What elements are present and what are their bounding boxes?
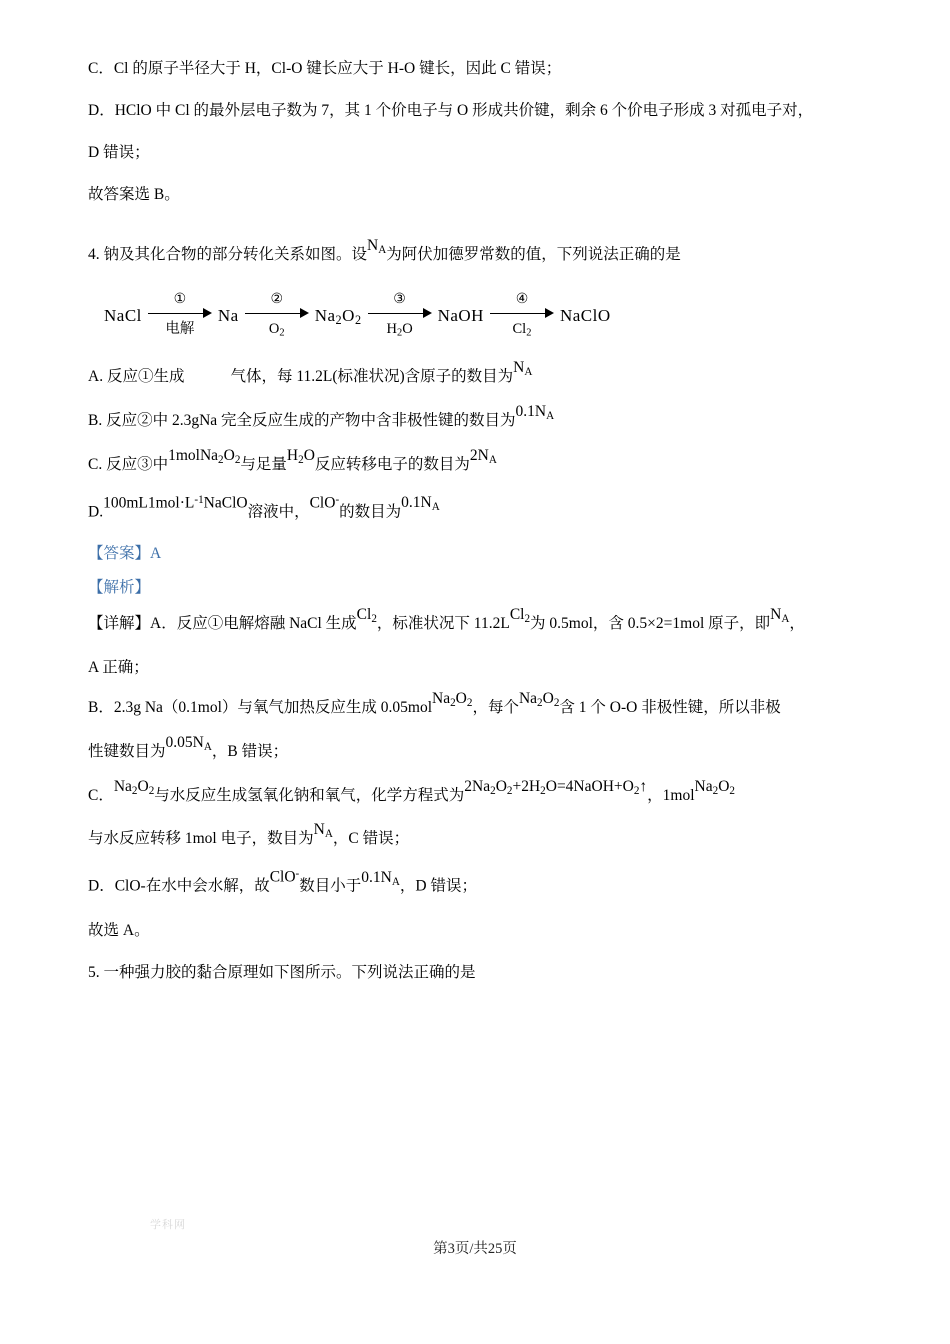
q4-option-b <box>88 404 862 442</box>
q4-detail-a-na: $N_A$ <box>770 606 790 625</box>
q4-detail-b-1: B．2.3g Na（0.1mol）与氧气加热反应生成 0.05mol <box>88 698 433 716</box>
scheme-step-4-number: ④ <box>515 291 529 307</box>
q4-detail-c-5: ，C 错误； <box>332 830 410 848</box>
q4-option-a-value: $N_A$ <box>513 359 533 379</box>
q4-answer: 【答案】A <box>88 545 162 563</box>
q4-detail-c-cont <box>88 822 862 860</box>
scheme-step-3-label: $H_2O$ <box>386 320 413 339</box>
q4-detail-b <box>88 691 862 729</box>
q4-option-c-pre: C. 反应③中 <box>88 455 169 473</box>
q4-detail-c-na: $N_A$ <box>313 821 333 841</box>
q4-detail-d <box>88 866 862 907</box>
q3-option-c: C．Cl 的原子半径大于 H，Cl-O 键长应大于 H-O 键长，因此 C 错误； <box>88 60 562 77</box>
scheme-species-naoh: NaOH <box>437 305 484 325</box>
q4-detail-b-value: $0.05N_A$ <box>165 733 212 753</box>
q4-option-d-formula2: ClO- <box>309 493 340 512</box>
scheme-species-naclo: NaClO <box>559 305 611 325</box>
scheme-species-nacl: NaCl <box>104 305 142 325</box>
q4-option-c <box>88 448 862 486</box>
q4-detail-a <box>88 607 862 645</box>
q4-detail-conclusion: 故选 A。 <box>88 921 150 939</box>
q4-stem-part2: 为阿伏加德罗常数的值，下列说法正确的是 <box>386 246 681 263</box>
q4-detail-d-formula1: ClO- <box>269 868 300 886</box>
scheme-step-2-number: ② <box>270 291 283 307</box>
q4-detail-c-3: ，1mol <box>647 786 695 804</box>
scheme-species-na2o2: $Na_2O_2$ <box>314 305 362 327</box>
q4-detail-a-3: 为 0.5mol，含 0.5×2=1mol 原子，即 <box>530 615 771 633</box>
scheme-step-2 <box>241 292 313 343</box>
q4-detail-c <box>88 779 862 817</box>
scheme-step-4-label: $Cl_2$ <box>512 320 532 339</box>
q4-detail-d-value: $0.1N_A$ <box>361 868 400 888</box>
scheme-step-3 <box>364 292 436 343</box>
q3-option-d-line1: D．HClO 中 Cl 的最外层电子数为 7，其 1 个价电子与 O 形成共价键，剩余 6 个价电子形成 3 对孤电子对， <box>88 102 814 119</box>
q4-detail-d-2: 数目小于 <box>299 877 362 895</box>
q4-option-c-mid2: 反应转移电子的数目为 <box>314 455 470 473</box>
q4-option-b-pre: B. 反应②中 2.3gNa 完全反应生成的产物中含非极性键的数目为 <box>88 412 516 430</box>
arrow-icon <box>364 308 436 320</box>
watermark: 学科网 <box>150 1219 186 1231</box>
q4-option-d-formula1: $100mL1mol\cdot L^{-1}NaClO$ <box>103 493 248 512</box>
scheme-step-1 <box>144 292 216 338</box>
scheme-step-3-number: ③ <box>393 291 406 307</box>
q4-detail-a-2: ，标准状况下 11.2L <box>376 615 510 633</box>
q4-option-c-formula2: $H_2O$ <box>286 446 315 466</box>
q4-detail-c-equation: $2Na_2O_2+2H_2O=4NaOH+O_2↑$ <box>464 777 648 797</box>
q4-detail-a-1: 【详解】A．反应①电解熔融 NaCl 生成 <box>88 615 357 633</box>
q4-stem-na: $N_A$ <box>367 237 387 256</box>
q4-detail-c-2: 与水反应生成氢氧化钠和氧气，化学方程式为 <box>154 786 465 804</box>
q3-conclusion: 故答案选 B。 <box>88 186 180 203</box>
q4-option-d-mid2: 的数目为 <box>339 503 402 521</box>
q4-detail-c-formula1: $Na_2O_2$ <box>113 777 155 797</box>
q5-stem: 5. 一种强力胶的黏合原理如下图所示。下列说法正确的是 <box>88 963 476 981</box>
q4-option-d-mid1: 溶液中， <box>247 503 310 521</box>
q4-detail-b-formula1: $Na_2O_2$ <box>432 689 473 709</box>
q4-detail-b-5: ，B 错误； <box>211 742 289 760</box>
q3-option-d-line2: D 错误； <box>88 144 150 161</box>
q4-detail-a-4: ， <box>789 615 805 633</box>
q4-detail-d-3: ，D 错误； <box>399 877 477 895</box>
q4-detail-c-1: C． <box>88 786 114 804</box>
q4-option-c-mid1: 与足量 <box>240 455 287 473</box>
q4-detail-a-cont: A 正确； <box>88 658 149 676</box>
q4-detail-b-3: 含 1 个 O-O 非极性键，所以非极 <box>559 698 781 716</box>
q4-analysis-label: 【解析】 <box>88 579 151 597</box>
arrow-icon <box>241 308 313 320</box>
q4-detail-b-4: 性键数目为 <box>88 742 166 760</box>
scheme-step-1-number: ① <box>173 291 187 307</box>
page-footer: 第3页/共25页 <box>433 1241 517 1257</box>
q4-option-c-formula1: $1molNa_2O_2$ <box>168 446 241 466</box>
q4-detail-d-1: D．ClO-在水中会水解，故 <box>88 877 270 895</box>
q4-option-a-pre: A. 反应①生成 <box>88 368 185 386</box>
q4-detail-c-4: 与水反应转移 1mol 电子，数目为 <box>88 830 314 848</box>
q4-option-a-mid: 气体，每 11.2L(标准状况)含原子的数目为 <box>230 368 514 386</box>
q4-option-b-value: $0.1N_A$ <box>515 403 555 422</box>
q4-option-d-value: $0.1N_A$ <box>401 494 440 514</box>
scheme-step-2-label: $O_2$ <box>268 320 285 339</box>
q4-detail-a-cl2b: $Cl_2$ <box>509 606 531 625</box>
scheme-species-na: Na <box>217 305 239 325</box>
q4-option-d-pre: D. <box>88 503 104 521</box>
q4-option-d <box>88 492 862 533</box>
arrow-icon <box>486 308 558 320</box>
q4-option-c-value: $2N_A$ <box>469 446 497 466</box>
scheme-step-1-label: 电解 <box>165 320 195 337</box>
arrow-icon <box>144 308 216 320</box>
q4-detail-b-cont <box>88 735 862 773</box>
q4-detail-c-formula2: $Na_2O_2$ <box>694 777 735 797</box>
q4-stem-part1: 4. 钠及其化合物的部分转化关系如图。设 <box>88 246 368 263</box>
q4-reaction-scheme <box>88 292 862 343</box>
q4-option-a <box>88 360 862 398</box>
q4-detail-b-formula2: $Na_2O_2$ <box>518 689 560 709</box>
q4-detail-b-2: ，每个 <box>472 698 519 716</box>
q4-detail-a-cl2a: $Cl_2$ <box>356 606 377 625</box>
scheme-step-4 <box>486 292 558 343</box>
q4-stem <box>88 238 862 276</box>
